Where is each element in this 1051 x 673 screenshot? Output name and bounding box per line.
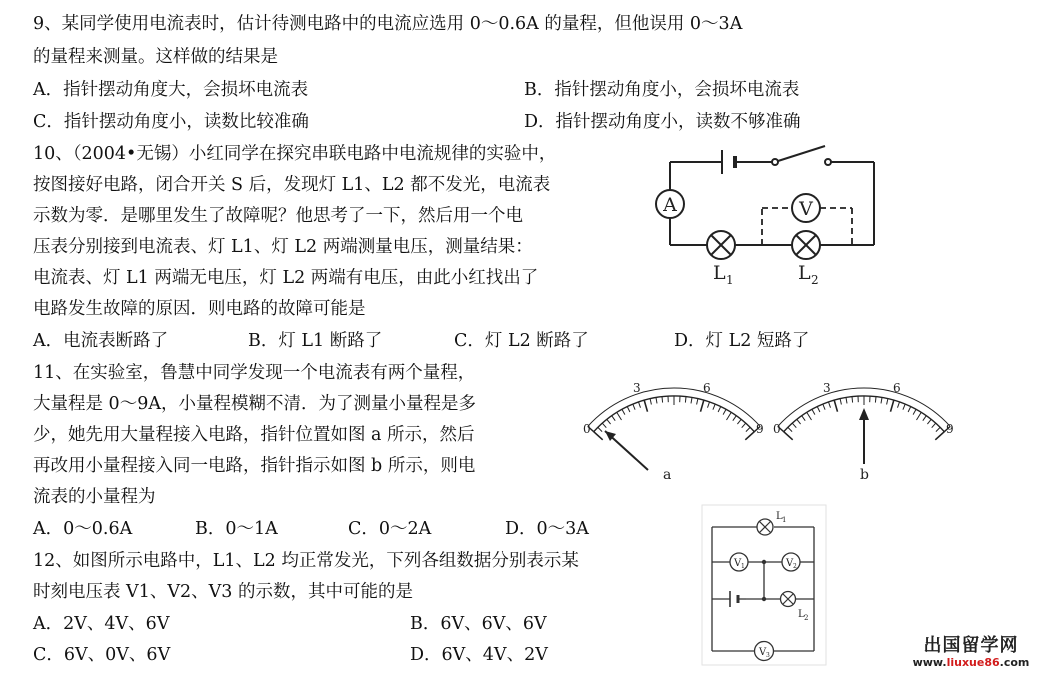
q11-option-d: D．0～3A xyxy=(505,519,589,539)
q10-circuit-diagram xyxy=(640,138,900,298)
q12-lamp-l2-symbol xyxy=(781,592,796,607)
dial-tick-mark xyxy=(602,423,606,428)
q10-stem-line-4: 压表分别接到电流表、灯 L1、灯 L2 两端测量电压，测量结果： xyxy=(33,237,533,257)
q11-dial-b xyxy=(768,376,963,486)
dial-tick-mark xyxy=(875,397,876,403)
dial-tick-mark xyxy=(834,400,837,412)
q12-v1-subscript: 1 xyxy=(741,563,745,570)
dial-tick-mark xyxy=(701,400,704,412)
ammeter-label: A xyxy=(663,194,677,216)
dial-tick-mark xyxy=(852,397,853,403)
lamp-l2-symbol xyxy=(792,231,820,259)
dial-tick-mark xyxy=(742,423,746,428)
dial-tick-mark xyxy=(650,399,651,405)
dial-tick-mark xyxy=(598,427,602,431)
dial-tick-mark xyxy=(788,427,792,431)
q11-stem-line-5: 流表的小量程为 xyxy=(33,487,156,507)
dial-tick-mark xyxy=(737,419,741,424)
q11-option-b: B．0～1A xyxy=(195,519,278,539)
dial-b-needle-tip xyxy=(859,408,869,420)
q12-v3-subscript: 3 xyxy=(766,652,770,659)
dial-tick-mark xyxy=(718,407,721,412)
q12-l1-label: L xyxy=(776,511,783,522)
dial-tick-mark xyxy=(935,432,944,440)
q11-option-c: C．0～2A xyxy=(348,519,432,539)
dial-scale-arc xyxy=(588,388,760,426)
dial-tick-mark xyxy=(881,398,882,404)
dial-tick-mark xyxy=(812,409,815,414)
q10-stem-line-2: 按图接好电路，闭合开关 S 后，发现灯 L1、L2 都不发光，电流表 xyxy=(33,175,551,195)
q12-v2-label: V xyxy=(786,558,794,569)
dial-tick-mark xyxy=(733,416,737,421)
dial-tick-mark xyxy=(622,409,625,414)
q12-v3-label: V xyxy=(759,647,767,658)
dial-tick-mark xyxy=(607,419,611,424)
q12-stem-line-1: 12、如图所示电路中，L1、L2 均正常发光，下列各组数据分别表示某 xyxy=(33,551,579,571)
switch-lever xyxy=(778,146,825,161)
q10-option-b: B．灯 L1 断路了 xyxy=(248,331,383,351)
dial-tick-mark xyxy=(656,398,657,404)
dial-tick-mark xyxy=(662,397,663,403)
q9-option-a: A．指针摆动角度大，会损坏电流表 xyxy=(33,80,309,100)
watermark-url-suffix: .com xyxy=(999,656,1030,669)
dial-tick-mark xyxy=(846,398,847,404)
dial-tick-mark xyxy=(617,412,622,420)
dial-tick-mark xyxy=(927,419,931,424)
watermark-url-brand: liuxue86 xyxy=(946,656,1000,669)
dial-tick-mark xyxy=(612,416,616,421)
q12-stem-line-2: 时刻电压表 V1、V2、V3 的示数，其中可能的是 xyxy=(33,582,413,602)
q10-option-a: A．电流表断路了 xyxy=(33,331,169,351)
q12-l1-subscript: 1 xyxy=(782,516,787,524)
dial-b-tick-3: 3 xyxy=(823,381,831,395)
dial-b-caption: b xyxy=(860,467,869,483)
q9-option-c: C．指针摆动角度小，读数比较准确 xyxy=(33,112,309,132)
dial-b-tick-0: 0 xyxy=(773,422,781,436)
dial-tick-mark xyxy=(923,416,927,421)
dial-a-caption: a xyxy=(663,467,672,483)
dial-tick-mark xyxy=(708,402,710,408)
dial-tick-mark xyxy=(633,404,635,410)
dial-tick-mark xyxy=(713,404,715,410)
q12-option-a: A．2V、4V、6V xyxy=(33,614,170,634)
dial-b-tick-9: 9 xyxy=(946,422,954,436)
lamp-l1-label: L xyxy=(713,262,726,284)
dial-tick-mark xyxy=(903,404,905,410)
q12-circuit-diagram xyxy=(702,505,827,667)
dial-tick-mark xyxy=(917,412,922,420)
lamp-l2-subscript: 2 xyxy=(811,273,819,287)
dial-tick-mark xyxy=(908,407,911,412)
dial-tick-mark xyxy=(823,404,825,410)
q11-stem-line-3: 少，她先用大量程接入电路，指针位置如图 a 所示，然后 xyxy=(33,425,475,445)
site-watermark xyxy=(906,636,1036,669)
voltmeter-label: V xyxy=(799,198,813,220)
q12-lamp-l1-symbol xyxy=(757,519,773,535)
q12-l2-subscript: 2 xyxy=(804,614,809,622)
lamp-l2-label: L xyxy=(798,262,811,284)
dial-tick-mark xyxy=(913,409,916,414)
dial-tick-mark xyxy=(691,398,692,404)
dial-tick-mark xyxy=(817,407,820,412)
watermark-url xyxy=(906,656,1036,669)
dial-b-tick-6: 6 xyxy=(893,381,901,395)
dial-tick-mark xyxy=(784,432,793,440)
q10-stem-line-6: 电路发生故障的原因．则电路的故障可能是 xyxy=(33,299,366,319)
q10-stem-line-3: 示数为零．是哪里发生了故障呢？他思考了一下，然后用一个电 xyxy=(33,206,523,226)
dial-a-tick-3: 3 xyxy=(633,381,641,395)
dial-tick-mark xyxy=(932,423,936,428)
q10-option-d: D．灯 L2 短路了 xyxy=(674,331,810,351)
dial-tick-mark xyxy=(594,432,603,440)
dial-tick-mark xyxy=(639,402,641,408)
dial-tick-mark xyxy=(685,397,686,403)
dial-tick-mark xyxy=(891,400,894,412)
q12-v2-subscript: 2 xyxy=(793,563,797,570)
dial-tick-mark xyxy=(797,419,801,424)
q10-stem-line-1: 10、（2004•无锡）小红同学在探究串联电路中电流规律的实验中， xyxy=(33,144,557,164)
q9-option-b: B．指针摆动角度小，会损坏电流表 xyxy=(524,80,800,100)
lamp-l1-subscript: 1 xyxy=(726,273,734,287)
dial-tick-mark xyxy=(723,409,726,414)
dial-tick-mark xyxy=(746,427,750,431)
dial-tick-mark xyxy=(936,427,940,431)
q9-option-d: D．指针摆动角度小，读数不够准确 xyxy=(524,112,801,132)
q10-stem-line-5: 电流表、灯 L1 两端无电压，灯 L2 两端有电压，由此小红找出了 xyxy=(33,268,539,288)
dial-tick-mark xyxy=(627,407,630,412)
dial-tick-mark xyxy=(697,399,698,405)
q12-option-c: C．6V、0V、6V xyxy=(33,645,171,665)
dial-a-tick-6: 6 xyxy=(703,381,711,395)
watermark-site-name: 出国留学网 xyxy=(923,635,1019,656)
q9-stem-line-1: 9、某同学使用电流表时，估计待测电路中的电流应选用 0～0.6A 的量程，但他误用 0～3A xyxy=(33,14,743,34)
q12-v1-label: V xyxy=(734,558,742,569)
q11-stem-line-1: 11、在实验室，鲁慧中同学发现一个电流表有两个量程， xyxy=(33,363,476,383)
q9-stem-line-2: 的量程来测量。这样做的结果是 xyxy=(33,47,278,67)
dial-tick-mark xyxy=(840,399,841,405)
dial-tick-mark xyxy=(887,399,888,405)
dial-tick-mark xyxy=(644,400,647,412)
q11-stem-line-4: 再改用小量程接入同一电路，指针指示如图 b 所示，则电 xyxy=(33,456,476,476)
q12-l2-label: L xyxy=(798,609,805,620)
q11-stem-line-2: 大量程是 0～9A，小量程模糊不清．为了测量小量程是多 xyxy=(33,394,476,414)
q10-option-c: C．灯 L2 断路了 xyxy=(454,331,589,351)
q11-dial-a xyxy=(578,376,773,486)
dial-tick-mark xyxy=(898,402,900,408)
dial-tick-mark xyxy=(802,416,806,421)
dial-tick-mark xyxy=(745,432,754,440)
dial-a-tick-9: 9 xyxy=(756,422,764,436)
dial-tick-mark xyxy=(807,412,812,420)
dial-a-tick-0: 0 xyxy=(583,422,591,436)
lamp-l1-symbol xyxy=(707,231,735,259)
dial-tick-mark xyxy=(727,412,732,420)
watermark-url-prefix: www. xyxy=(912,656,947,669)
q11-option-a: A．0～0.6A xyxy=(33,519,133,539)
dial-tick-mark xyxy=(829,402,831,408)
q12-option-b: B．6V、6V、6V xyxy=(410,614,547,634)
dial-tick-mark xyxy=(792,423,796,428)
q12-option-d: D．6V、4V、2V xyxy=(410,645,548,665)
